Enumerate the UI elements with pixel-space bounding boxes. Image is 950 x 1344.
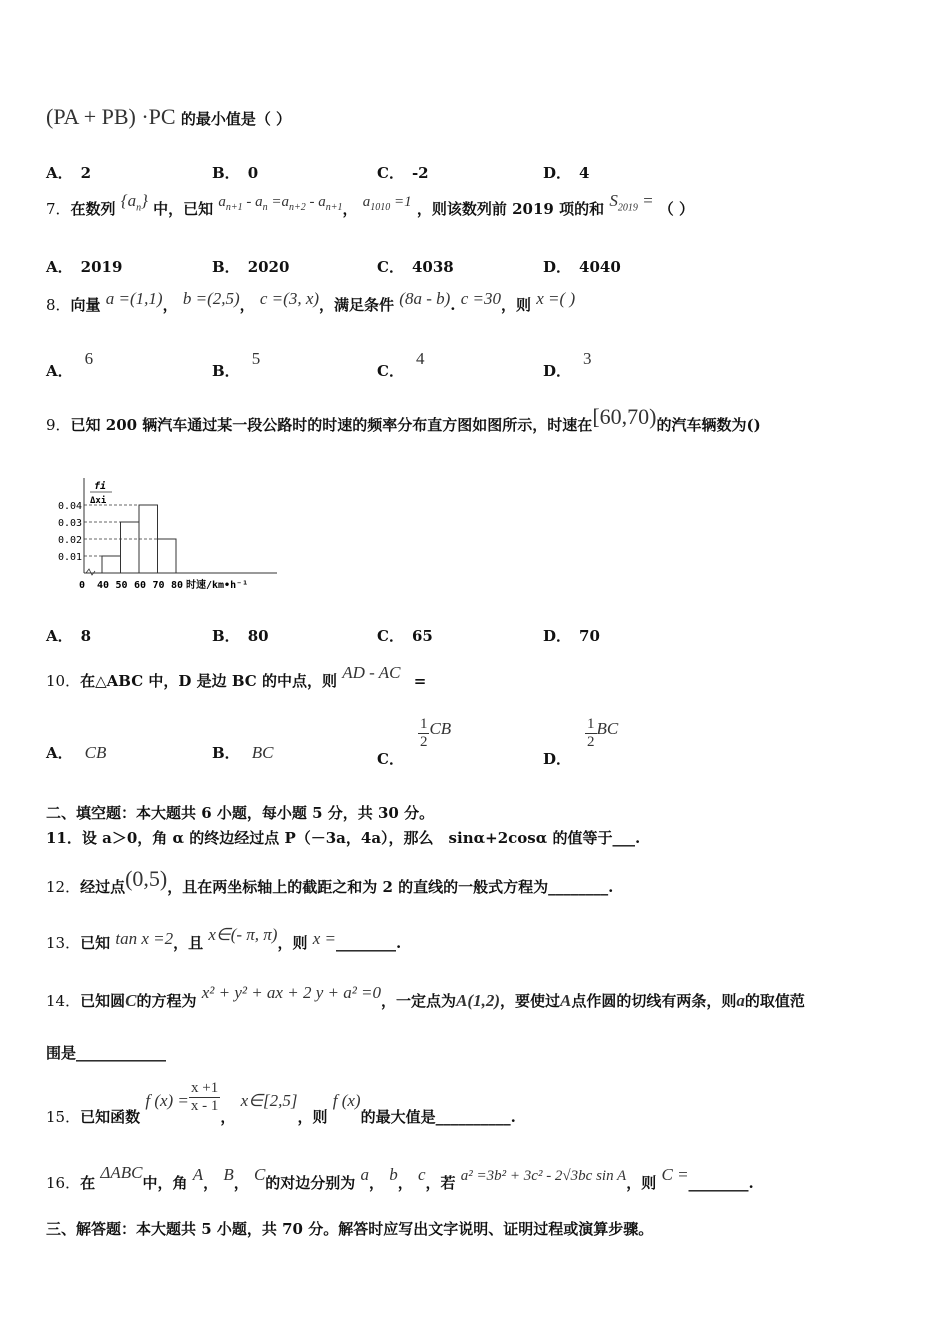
q6-option-c[interactable]: C． -2 bbox=[377, 164, 429, 182]
q9-stem: 9．已知 200 辆汽车通过某一段公路时的时速的频率分布直方图如图所示，时速在[60,70)的汽车辆数为() bbox=[46, 404, 761, 434]
q15-function: f (x) = bbox=[145, 1090, 189, 1110]
q8-expression: (8a - b) bbox=[399, 289, 451, 308]
q8-option-b[interactable]: B．5 bbox=[212, 349, 261, 380]
x-axis-label: 时速/km•h⁻¹ bbox=[186, 580, 249, 591]
q16-triangle: ΔABC bbox=[100, 1163, 143, 1182]
q7-option-a[interactable]: A． 2019 bbox=[46, 258, 123, 276]
histogram-bar bbox=[158, 539, 177, 573]
y-tick-label: 0.04 bbox=[58, 501, 83, 512]
q16: 16．在 ΔABC中，角 A， B， C的对边分别为 a， b， c，若 a² =3b² + 3c² - 2√3bc sin A，则 C =________. bbox=[46, 1163, 754, 1192]
q8-expression-2: c =30 bbox=[460, 289, 502, 308]
x-tick-label: 80 bbox=[171, 580, 184, 591]
y-tick-label: 0.02 bbox=[58, 535, 83, 546]
y-tick-label: 0.01 bbox=[58, 552, 83, 563]
q8-option-d[interactable]: D．3 bbox=[543, 349, 592, 380]
histogram-bar bbox=[102, 556, 121, 573]
x-tick-label: 40 bbox=[97, 580, 110, 591]
q6-stem bbox=[46, 104, 291, 130]
q8-vector-c: c =(3, x) bbox=[259, 289, 320, 308]
q7-option-d[interactable]: D． 4040 bbox=[543, 258, 621, 276]
q12: 12．经过点(0,5)，且在两坐标轴上的截距之和为 2 的直线的一般式方程为________. bbox=[46, 866, 614, 896]
q7-option-b[interactable]: B． 2020 bbox=[212, 258, 290, 276]
frequency-histogram bbox=[58, 478, 282, 598]
q7-sum: $S_{2019}$ = bbox=[609, 191, 654, 214]
q9-option-c[interactable]: C． 65 bbox=[377, 627, 433, 645]
q13-interval: x∈(- π, π) bbox=[208, 925, 278, 944]
q8-vector-a: a =(1,1) bbox=[105, 289, 163, 308]
q13-ask: x = bbox=[312, 929, 336, 948]
histogram-bar bbox=[121, 522, 140, 573]
q6-option-b[interactable]: B． 0 bbox=[212, 164, 259, 182]
q10-option-b[interactable]: B． BC bbox=[212, 743, 274, 762]
q14: 14．已知圆C的方程为 x² + y² + ax + 2 y + a² =0，一定点为A(1,2)，要使过A点作圆的切线有两条，则a的取值范 bbox=[46, 983, 805, 1010]
q10-option-c[interactable]: C． $\frac{1}{2}$ CB bbox=[377, 716, 452, 768]
section-2-heading: 二、填空题：本大题共 6 小题，每小题 5 分，共 30 分。 bbox=[46, 804, 435, 822]
q10-expression: AD - AC bbox=[342, 663, 401, 682]
q13-condition: tan x =2 bbox=[115, 929, 174, 948]
q14-cont: 围是____________ bbox=[46, 1044, 167, 1062]
q10-option-d[interactable]: D． $\frac{1}{2}$ BC bbox=[543, 716, 619, 768]
q15-domain: x∈[2,5] bbox=[240, 1090, 298, 1110]
q9-option-a[interactable]: A． 8 bbox=[46, 627, 92, 645]
q6-option-d[interactable]: D． 4 bbox=[543, 164, 590, 182]
q11: 11．设 a＞0，角 α 的终边经过点 P（－3a，4a），那么 sinα+2cosα 的值等于___. bbox=[46, 829, 641, 847]
q6-text: 的最小值是（ ） bbox=[180, 110, 292, 128]
q10-option-a[interactable]: A． CB bbox=[46, 743, 107, 762]
q7-option-c[interactable]: C． 4038 bbox=[377, 258, 454, 276]
x-tick-label: 70 bbox=[152, 580, 165, 591]
q7-seq: $\{a_n\}$ bbox=[120, 191, 148, 214]
q8-stem: 8．向量 a =(1,1)， b =(2,5)， c =(3, x)，满足条件 (8a - b). c =30，则 x =( ) bbox=[46, 289, 576, 314]
q8-ask: x =( ) bbox=[536, 289, 576, 308]
q14-circle-equation: x² + y² + ax + 2 y + a² =0 bbox=[201, 983, 382, 1002]
q7-cond1: $a_{n+1} - a_n =a_{n+2} - a_{n+1}$ bbox=[218, 194, 343, 213]
q15: 15．已知函数 f (x) = $\frac{x +1}{x - 1}$ ， x∈[2,5]，则 f (x)的最大值是__________. bbox=[46, 1080, 516, 1126]
q6-option-a[interactable]: A． 2 bbox=[46, 164, 92, 182]
q12-point: (0,5) bbox=[125, 866, 168, 891]
x-tick-label: 60 bbox=[134, 580, 147, 591]
q9-interval: [60,70) bbox=[592, 404, 657, 429]
q8-vector-b: b =(2,5) bbox=[182, 289, 240, 308]
q9-option-b[interactable]: B． 80 bbox=[212, 627, 269, 645]
q8-option-c[interactable]: C．4 bbox=[377, 349, 425, 380]
q10-stem: 10．在△ABC 中，D 是边 BC 的中点，则 AD - AC = bbox=[46, 663, 427, 690]
y-label-bottom: Δxi bbox=[90, 496, 107, 506]
q16-equation: a² =3b² + 3c² - 2√3bc sin A bbox=[460, 1168, 627, 1184]
y-label-top: fi bbox=[94, 481, 107, 492]
section-3-heading: 三、解答题：本大题共 5 小题，共 70 分。解答时应写出文字说明、证明过程或演算步骤。 bbox=[46, 1220, 654, 1238]
q9-option-d[interactable]: D． 70 bbox=[543, 627, 600, 645]
x-tick-label: 0 bbox=[79, 580, 86, 591]
q8-option-a[interactable]: A．6 bbox=[46, 349, 94, 380]
axis-break bbox=[86, 569, 95, 575]
q7-stem: 7．在数列 $\{a_n\}$ 中，已知 $a_{n+1} - a_n =a_{n+2} - a_{n+1}$， $a_{1010} =1$ ，则该数列前 2019 项的和 $S_{2019}$ = （ ） bbox=[46, 191, 695, 218]
q7-cond2: $a_{1010} =1$ bbox=[362, 194, 412, 213]
x-tick-label: 50 bbox=[115, 580, 128, 591]
y-tick-label: 0.03 bbox=[58, 518, 83, 529]
q6-expression: (PA + PB) ·PC bbox=[46, 104, 176, 129]
q13: 13．已知 tan x =2，且 x∈(- π, π)，则 x =________. bbox=[46, 925, 402, 952]
